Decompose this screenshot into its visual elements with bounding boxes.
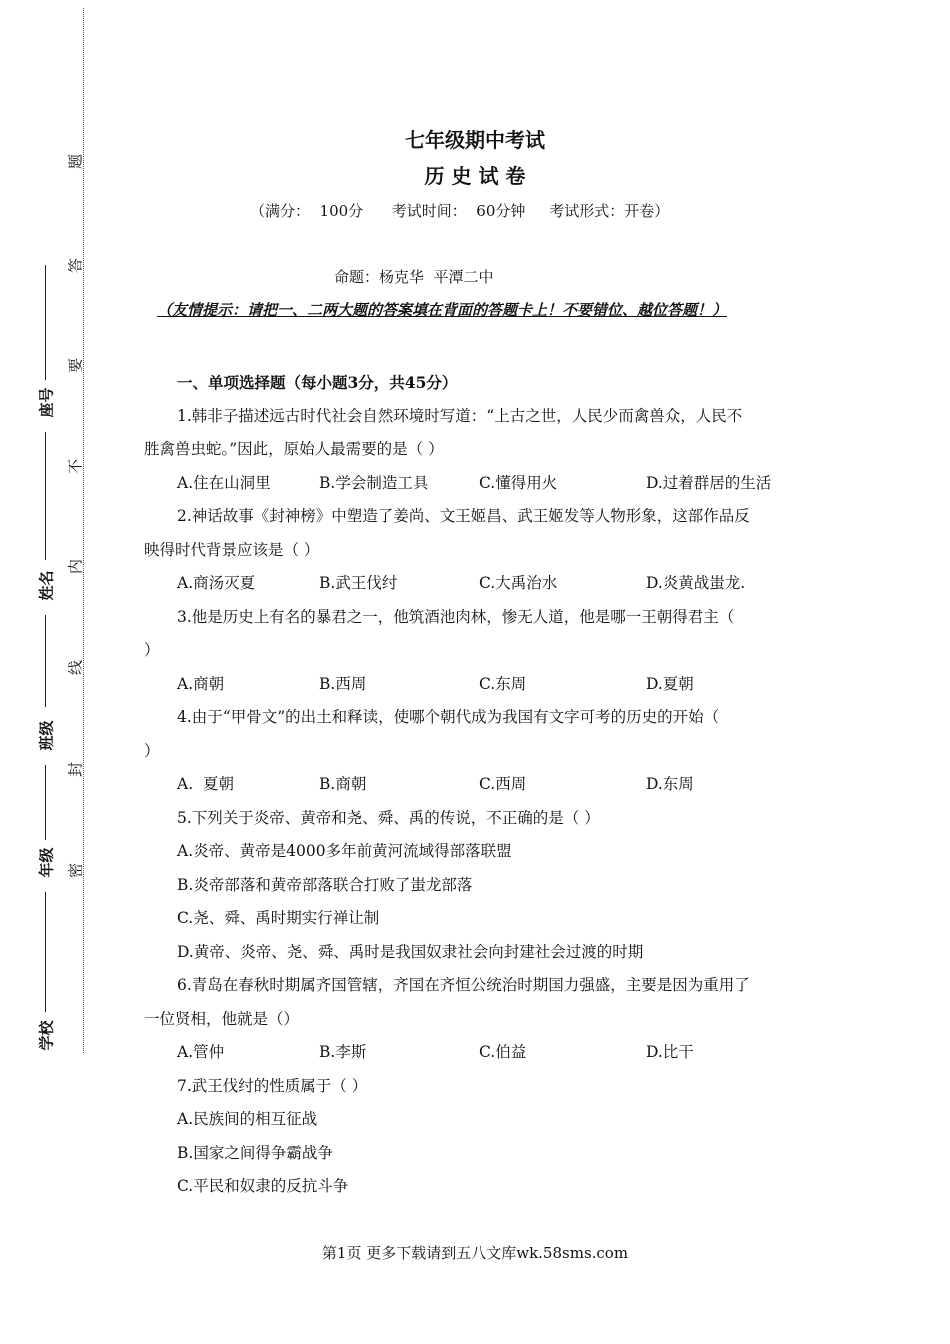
- option-b: B.国家之间得争霸战争: [177, 1143, 333, 1162]
- option-a: A.炎帝、黄帝是4000多年前黄河流域得部落联盟: [177, 842, 512, 860]
- question-4-line1: 4.由于“甲骨文”的出土和释读，使哪个朝代成为我国有文字可考的历史的开始（: [177, 708, 720, 726]
- option-c: C.平民和奴隶的反抗斗争: [177, 1177, 349, 1195]
- option-a: A.商朝: [177, 674, 225, 693]
- question-4-line2: ）: [144, 741, 160, 760]
- fill-line: [45, 265, 46, 380]
- binding-char: 不: [66, 459, 85, 475]
- option-a: A.商汤灭夏: [177, 574, 256, 592]
- question-5-line1: 5.下列关于炎帝、黄帝和尧、舜、禹的传说，不正确的是（ ）: [177, 808, 600, 827]
- option-b: B.商朝: [319, 775, 367, 793]
- exam-subtitle: 历 史 试 卷: [424, 164, 526, 188]
- binding-char: 线: [66, 660, 85, 676]
- option-c: C.懂得用火: [479, 473, 558, 492]
- fill-line: [45, 615, 46, 707]
- option-a: A.管仲: [177, 1043, 225, 1061]
- question-1-line2: 胜禽兽虫蛇。”因此，原始人最需要的是（ ）: [144, 440, 444, 458]
- option-b: B.学会制造工具: [319, 473, 429, 492]
- name-label: 姓名: [37, 570, 56, 601]
- binding-char: 内: [66, 559, 85, 575]
- question-7-line1: 7.武王伐纣的性质属于（ ）: [177, 1076, 368, 1095]
- option-c: C.东周: [479, 674, 527, 693]
- option-d: D.过着群居的生活: [646, 473, 772, 492]
- option-d: D.炎黄战蚩龙.: [646, 574, 746, 592]
- question-2-line2: 映得时代背景应该是（ ）: [144, 540, 320, 559]
- question-3-line2: ）: [144, 641, 160, 659]
- option-d: D.黄帝、炎帝、尧、舜、禹时是我国奴隶社会向封建社会过渡的时期: [177, 942, 644, 961]
- exam-info: （满分： 100分 考试时间： 60分钟 考试形式：开卷）: [250, 202, 670, 220]
- question-1-line1: 1.韩非子描述远古时代社会自然环境时写道：“上古之世，人民少而禽兽众，人民不: [177, 406, 743, 425]
- question-1-options: [144, 467, 809, 501]
- friendly-tip: （友情提示：请把一、二两大题的答案填在背面的答题卡上！不要错位、越位答题！）: [157, 301, 728, 319]
- question-3-line1: 3.他是历史上有名的暴君之一，他筑酒池肉林，惨无人道，他是哪一王朝得君主（: [177, 607, 735, 626]
- fill-line: [45, 892, 46, 1012]
- option-c: C.西周: [479, 775, 527, 793]
- option-b: B.武王伐纣: [319, 574, 398, 592]
- option-d: D.夏朝: [646, 674, 694, 693]
- question-2-line1: 2.神话故事《封神榜》中塑造了姜尚、文王姬昌、武王姬发等人物形象，这部作品反: [177, 507, 750, 525]
- option-d: D.东周: [646, 775, 694, 793]
- question-2-options: [144, 567, 809, 601]
- class-label: 班级: [37, 720, 56, 751]
- question-6-options: [144, 1036, 809, 1070]
- question-content: [144, 366, 809, 1204]
- option-c: C.伯益: [479, 1043, 527, 1061]
- school-label: 学校: [37, 1020, 56, 1051]
- option-c: C.大禹治水: [479, 574, 558, 592]
- option-a: A. 夏朝: [177, 775, 234, 793]
- option-b: B.李斯: [319, 1043, 367, 1061]
- binding-char: 答: [66, 258, 85, 274]
- page-footer: 第1页 更多下载请到五八文库wk.58sms.com: [321, 1244, 629, 1262]
- option-a: A.民族间的相互征战: [177, 1110, 318, 1128]
- exam-title: 七年级期中考试: [405, 128, 545, 152]
- section-heading: 一、单项选择题（每小题3分，共45分）: [177, 373, 458, 392]
- question-3-options: [144, 668, 809, 702]
- question-6-line2: 一位贤相，他就是（）: [144, 1009, 300, 1028]
- fill-line: [45, 432, 46, 560]
- question-6-line1: 6.青岛在春秋时期属齐国管辖，齐国在齐恒公统治时期国力强盛，主要是因为重用了: [177, 976, 750, 994]
- seat-number-label: 座号: [37, 387, 56, 418]
- binding-char: 题: [66, 154, 85, 170]
- exam-author: 命题：杨克华 平潭二中: [334, 268, 494, 286]
- option-c: C.尧、舜、禹时期实行禅让制: [177, 909, 380, 927]
- option-b: B.炎帝部落和黄帝部落联合打败了蚩龙部落: [177, 875, 473, 894]
- option-d: D.比干: [646, 1043, 694, 1061]
- binding-char: 要: [66, 358, 85, 374]
- fill-line: [45, 765, 46, 840]
- binding-char: 密: [66, 863, 85, 879]
- question-4-options: [144, 768, 809, 802]
- binding-char: 封: [66, 762, 85, 778]
- option-a: A.住在山洞里: [177, 473, 271, 492]
- grade-label: 年级: [37, 847, 56, 878]
- option-b: B.西周: [319, 674, 367, 693]
